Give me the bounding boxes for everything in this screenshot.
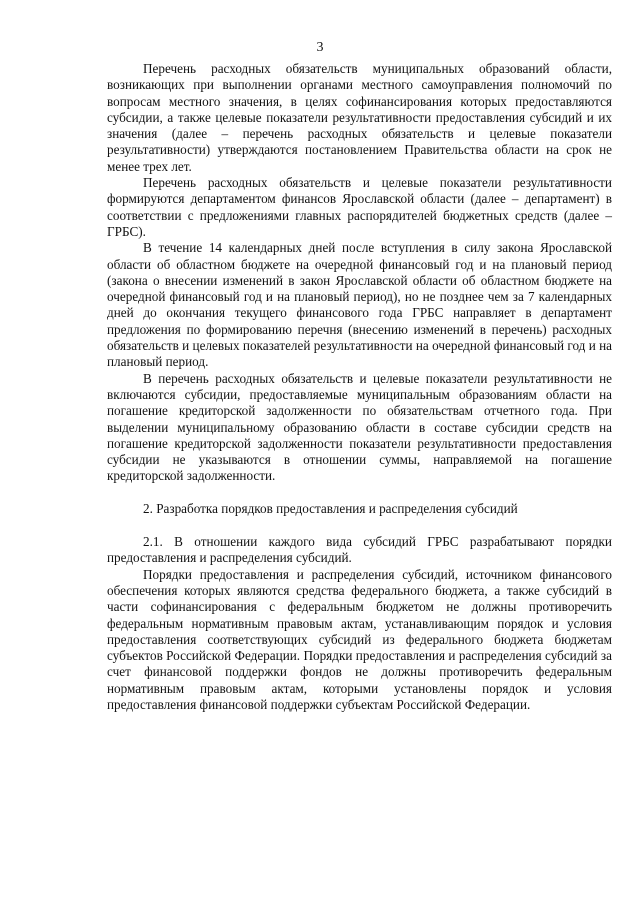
- section-spacer: [107, 518, 612, 535]
- paragraph-list-formation: Перечень расходных обязательств и целевые показатели результативности формируются департаментом финансов Ярославской области (далее – департамент) в соответствии с предложениями главных распорядителей бюджетных средств (далее – ГРБС).: [107, 175, 612, 239]
- document-body: [107, 61, 612, 713]
- paragraph-federal-procedures: Порядки предоставления и распределения субсидий, источником финансового обеспечения которых являются средства федерального бюджета, а также субсидий в части софинансирования с федеральным бюджетом не должны противоречить федеральным нормативным правовым актам, устанавливающим порядок и условия предоставления соответствующих субсидий из федерального бюджета бюджетам субъектов Российской Федерации. Порядки предоставления и распределения субсидий за счет финансовой поддержки фондов не должны противоречить федеральным нормативным правовым актам, которыми установлены порядок и условия предоставления финансовой поддержки субъектам Российской Федерации.: [107, 566, 612, 712]
- paragraph-exclusions: В перечень расходных обязательств и целевые показатели результативности не включаются субсидии, предоставляемые муниципальным образованиям области на погашение кредиторской задолженности по обязательствам отчетного года. При выделении муниципальному образованию области в составе субсидии средств на погашение кредиторской задолженности показатели результативности предоставления субсидии не указываются в отношении суммы, направляемой на погашение кредиторской задолженности.: [107, 370, 612, 484]
- page-number: 3: [316, 40, 324, 55]
- section-spacer: [107, 485, 612, 502]
- paragraph-expense-obligations-list: Перечень расходных обязательств муниципальных образований области, возникающих при выполнении органами местного самоуправления полномочий по вопросам местного значения, в целях софинансирования которых предоставляются субсидии, а также целевые показатели результативности предоставления субсидий и их значения (далее – перечень расходных обязательств и целевые показатели результативности) утверждаются постановлением Правительства области на срок не менее трех лет.: [107, 61, 612, 174]
- paragraph-2-1: 2.1. В отношении каждого вида субсидий ГРБС разрабатывают порядки предоставления и распределения субсидий.: [107, 534, 612, 566]
- section-heading: 2. Разработка порядков предоставления и распределения субсидий: [143, 501, 518, 517]
- paragraph-submission-deadline: В течение 14 календарных дней после вступления в силу закона Ярославской области об областном бюджете на очередной финансовый год и на плановый период (закона о внесении изменений в закон Ярославской области об областном бюджете на очередной финансовый год и на плановый период), но не позднее чем за 7 календарных дней до окончания текущего финансового года ГРБС направляет в департамент предложения по формированию перечня (внесению изменений в перечень) расходных обязательств и целевых показателей результативности на очередной финансовый год и на плановый период.: [107, 240, 612, 370]
